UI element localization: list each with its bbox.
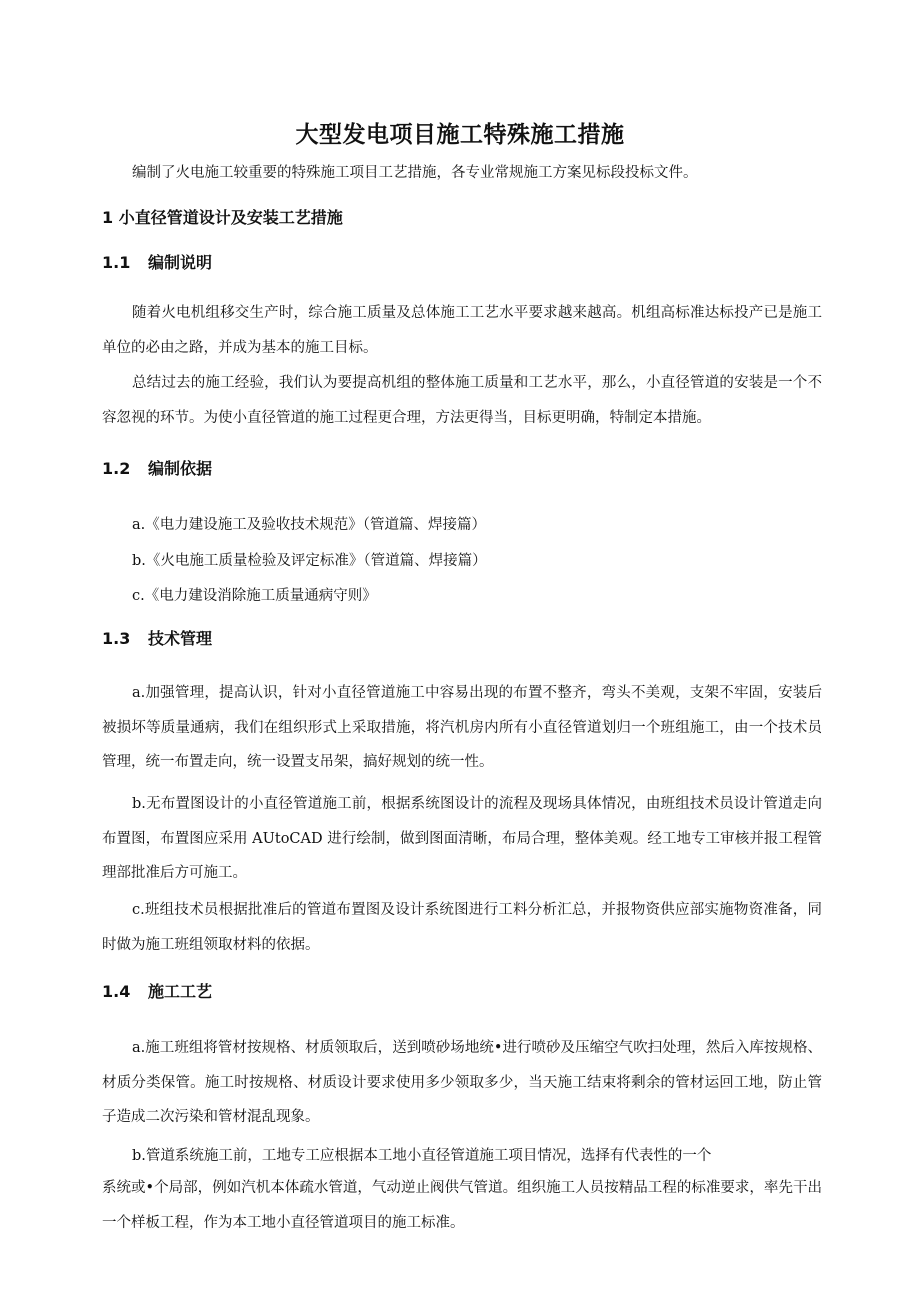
section-1-4-paragraph-b-continued: 系统或•个局部，例如汽机本体疏水管道，气动逆止阀供气管道。组织施工人员按精品工程的标准要求，率先干出一个样板工程，作为本工地小直径管道项目的施工标准。 xyxy=(102,1180,822,1231)
section-1-2-heading xyxy=(102,456,212,479)
section-1-1-heading xyxy=(102,250,212,273)
section-title: 施工工艺 xyxy=(148,982,213,1001)
section-number: 1.1 xyxy=(102,253,131,272)
section-1-4-paragraph-b-line-1: b.管道系统施工前，工地专工应根据本工地小直径管道施工项目情况，选择有代表性的一个 xyxy=(132,1148,712,1164)
reference-item: a.《电力建设施工及验收技术规范》（管道篇、焊接篇） xyxy=(132,517,487,533)
section-1-heading: 1 小直径管道设计及安装工艺措施 xyxy=(102,208,343,227)
section-number: 1.2 xyxy=(102,459,131,478)
section-1-4-paragraph-a: a.施工班组将管材按规格、材质领取后，送到喷砂场地统•进行喷砂及压缩空气吹扫处理，然后入库按规格、材质分类保管。施工时按规格、材质设计要求使用多少领取多少，当天施工结束将剩余的管材运回工地，防止管子造成二次污染和管材混乱现象。 xyxy=(102,1040,822,1125)
section-1-3-paragraph-b: b.无布置图设计的小直径管道施工前，根据系统图设计的流程及现场具体情况，由班组技术员设计管道走向布置图，布置图应采用 AUtoCAD 进行绘制，做到图面清晰，布局合理，整体美观。经工地专工审核并报工程管理部批准后方可施工。 xyxy=(102,796,822,881)
section-1-3-heading xyxy=(102,626,212,649)
section-1-3-paragraph-a: a.加强管理，提高认识，针对小直径管道施工中容易出现的布置不整齐，弯头不美观，支架不牢固，安装后被损坏等质量通病，我们在组织形式上采取措施，将汽机房内所有小直径管道划归一个班组施工，由一个技术员管理，统一布置走向，统一设置支吊架，搞好规划的统一性。 xyxy=(102,685,822,770)
section-title: 编制说明 xyxy=(148,253,213,272)
document-title: 大型发电项目施工特殊施工措施 xyxy=(295,122,625,148)
intro-paragraph: 编制了火电施工较重要的特殊施工项目工艺措施，各专业常规施工方案见标段投标文件。 xyxy=(132,165,698,181)
section-title: 编制依据 xyxy=(148,459,213,478)
section-1-4-heading xyxy=(102,979,212,1002)
reference-item: c.《电力建设消除施工质量通病守则》 xyxy=(132,588,377,604)
section-1-1-paragraph-1: 随着火电机组移交生产时，综合施工质量及总体施工工艺水平要求越来越高。机组高标准达标投产已是施工单位的必由之路，并成为基本的施工目标。 xyxy=(102,305,822,356)
section-1-1-paragraph-2: 总结过去的施工经验，我们认为要提高机组的整体施工质量和工艺水平，那么，小直径管道的安装是一个不容忽视的环节。为使小直径管道的施工过程更合理，方法更得当，目标更明确，特制定本措施。 xyxy=(102,375,822,426)
section-number: 1.4 xyxy=(102,982,131,1001)
section-title: 技术管理 xyxy=(148,629,213,648)
section-number: 1.3 xyxy=(102,629,131,648)
reference-item: b.《火电施工质量检验及评定标准》（管道篇、焊接篇） xyxy=(132,553,487,569)
section-1-3-paragraph-c: c.班组技术员根据批准后的管道布置图及设计系统图进行工料分析汇总，并报物资供应部实施物资准备，同时做为施工班组领取材料的依据。 xyxy=(102,902,822,953)
